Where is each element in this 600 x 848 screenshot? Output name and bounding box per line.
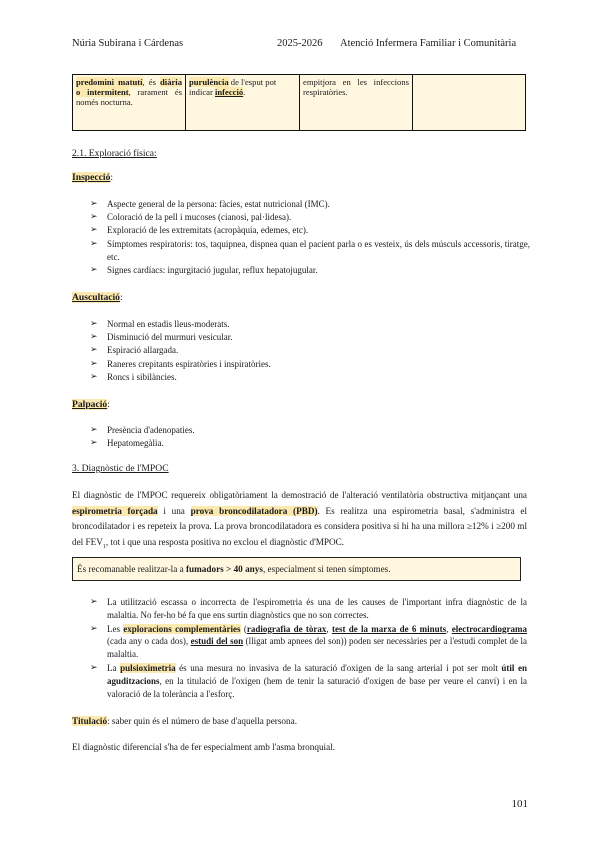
list-item: [90, 331, 530, 344]
list-item: [90, 211, 530, 224]
arrow-bullet-icon: ➢: [90, 425, 98, 435]
paragraph-text: El diagnòstic de l'MPOC requereix obligatòriament la demostració de l'alteració ventilatòria obstructiva mitjançant una: [72, 490, 527, 500]
arrow-bullet-icon: ➢: [90, 662, 98, 673]
arrow-bullet-icon: ➢: [90, 199, 98, 209]
bold-term: radiografia de tòrax: [246, 623, 327, 634]
box-text: És recomanable realitzar-la a: [77, 564, 186, 574]
arrow-bullet-icon: ➢: [90, 597, 98, 607]
list-item: [90, 623, 527, 661]
table-cell: [73, 75, 186, 131]
list-item: [90, 224, 530, 237]
bold-term: estudi del son: [190, 636, 244, 647]
header-author: Núria Subirana i Cárdenas: [72, 38, 184, 49]
list-item-text: Signes cardíacs: ingurgitació jugular, reflux hepatojugular.: [107, 265, 318, 276]
recommendation-box: [72, 557, 521, 581]
titulacio-line: [72, 716, 297, 726]
list-item-text: Hepatomegàlia.: [107, 438, 164, 449]
arrow-bullet-icon: ➢: [90, 212, 98, 223]
diagnostic-list: [90, 596, 527, 700]
list-item-text: (: [240, 623, 247, 634]
list-item-text: Normal en estadis lleus-moderats.: [107, 319, 230, 329]
inspeccio-list: [90, 198, 530, 277]
arrow-bullet-icon: ➢: [90, 358, 98, 369]
arrow-bullet-icon: ➢: [90, 345, 98, 356]
header-year: 2025-2026: [277, 38, 323, 49]
list-item-text: Presència d'adenopaties.: [107, 425, 195, 435]
page-number: 101: [511, 798, 528, 810]
list-item-text: Disminució del murmuri vesicular.: [107, 332, 233, 343]
cell-text: de l'esput pot indicar: [189, 77, 277, 97]
list-item-text: La: [107, 662, 121, 673]
paragraph-text: . Es realitza una espirometria basal, s'administra el broncodilatador i es repeteix la prova. La prova broncodilatadora es considera positiva si hi ha una millora ≥12% i ≥200 ml del FEV: [72, 505, 527, 547]
bold-term: test de la marxa de 6 minuts: [331, 623, 447, 634]
arrow-bullet-icon: ➢: [90, 319, 98, 329]
cell-text: , rarament és només nocturna.: [76, 87, 183, 107]
list-item: [90, 358, 530, 371]
list-item-text: Roncs i sibilàncies.: [107, 371, 177, 382]
differential-line: El diagnòstic diferencial s'ha de fer especialment amb l'asma bronquial.: [72, 742, 336, 752]
list-item-text: és una mesura no invasiva de la saturació d'oxigen de la sang arterial i pot ser molt: [175, 662, 502, 673]
arrow-bullet-icon: ➢: [90, 238, 98, 249]
arrow-bullet-icon: ➢: [90, 265, 98, 276]
list-item-text: Coloració de la pell i mucoses (cianosi, pal·lidesa).: [107, 212, 292, 223]
cell-bold-text: infecció: [215, 87, 244, 97]
arrow-bullet-icon: ➢: [90, 371, 98, 382]
subheading-palpacio: Palpació:: [72, 399, 110, 410]
list-item-text: (cada any o cada dos),: [107, 636, 191, 647]
list-item-text: Les: [107, 623, 124, 634]
arrow-bullet-icon: ➢: [90, 332, 98, 343]
subheading-label: Inspecció: [72, 172, 111, 183]
header-course: Atenció Infermera Familiar i Comunitària: [340, 38, 517, 49]
auscultacio-list: [90, 318, 530, 384]
bold-term: espirometria forçada: [72, 505, 158, 516]
bold-term: útil en aguditzacions: [107, 662, 527, 686]
subheading-label: Palpació: [72, 399, 108, 410]
bold-term: pulsioximetria: [120, 662, 176, 673]
diagnostic-paragraph: [72, 488, 527, 555]
subheading-label: Auscultació: [72, 292, 120, 303]
table-cell: [186, 75, 300, 131]
paragraph-text: i una: [157, 505, 191, 516]
table-cell: empitjora en les infeccions respiratòries.: [300, 75, 413, 131]
paragraph-text: : saber quin és el número de base d'aquella persona.: [107, 716, 297, 726]
list-item: [90, 424, 530, 437]
list-item-text: (lligat amb apnees del son)) poden ser necessàries per a l'estudi complet de la malaltia.: [107, 636, 527, 660]
list-item-text: Raneres crepitants espiratòries i inspiratòries.: [107, 358, 271, 369]
table-cell-empty: [413, 75, 526, 131]
bold-term: Titulació: [72, 716, 108, 726]
list-item: [90, 344, 530, 357]
list-item-text: Aspecte general de la persona: fàcies, estat nutricional (IMC).: [107, 199, 330, 209]
bold-term: electrocardiograma: [451, 623, 528, 634]
subscript: 1: [102, 543, 106, 550]
bold-term: prova broncodilatadora (PBD): [190, 505, 318, 516]
list-item: [90, 198, 530, 211]
cell-text: , és: [142, 77, 156, 87]
cell-bold-text: predomini matutí: [76, 77, 143, 87]
list-item: [90, 596, 527, 622]
list-item: [90, 238, 530, 264]
cell-bold-text: purulència: [189, 77, 229, 87]
section-title-exploracio: 2.1. Exploració física:: [72, 148, 157, 159]
bold-term: fumadors > 40 anys: [185, 564, 263, 574]
arrow-bullet-icon: ➢: [90, 623, 98, 634]
palpacio-list: [90, 424, 530, 450]
list-item-text: , en la titulació de l'oxigen (hem de tenir la saturació d'oxigen de base per veure el canvi) i en la valoració de la tolerància a l'esforç.: [107, 675, 527, 699]
list-item: [90, 437, 530, 450]
list-item-text: Símptomes respiratoris: tos, taquipnea, dispnea quan el pacient parla o es vesteix, ús dels músculs accessoris, tiratge, etc.: [107, 238, 530, 262]
list-item-text: ,: [326, 623, 332, 634]
symptoms-table-fragment: [72, 74, 526, 131]
cell-bold-text: diària o intermitent: [76, 77, 182, 97]
subheading-auscultacio: Auscultació:: [72, 292, 123, 303]
list-item: [90, 264, 530, 277]
list-item: [90, 371, 530, 384]
box-text: , especialment si tenen símptomes.: [262, 564, 391, 574]
arrow-bullet-icon: ➢: [90, 438, 98, 449]
list-item: [90, 662, 527, 700]
cell-text: .: [243, 87, 246, 97]
list-item-text: La utilització escassa o incorrecta de l'espirometria és una de les causes de l'important infra diagnòstic de la malaltia. No fer-ho bé fa que ens surtin diagnòstics que no son correctes.: [107, 597, 527, 620]
list-item-text: ,: [446, 623, 452, 634]
bold-term: exploracions complementàries: [123, 623, 241, 634]
subheading-inspeccio: Inspecció:: [72, 172, 114, 183]
list-item-text: Espiració allargada.: [107, 345, 179, 356]
arrow-bullet-icon: ➢: [90, 225, 98, 236]
list-item: [90, 318, 530, 331]
section-title-diagnostic: 3. Diagnòstic de l'MPOC: [72, 463, 169, 474]
table-row: [73, 75, 526, 131]
paragraph-text: , tot i que una resposta positiva no exclou el diagnòstic d'MPOC.: [105, 536, 345, 547]
list-item-text: Exploració de les extremitats (acropàquia, edemes, etc).: [107, 225, 309, 236]
